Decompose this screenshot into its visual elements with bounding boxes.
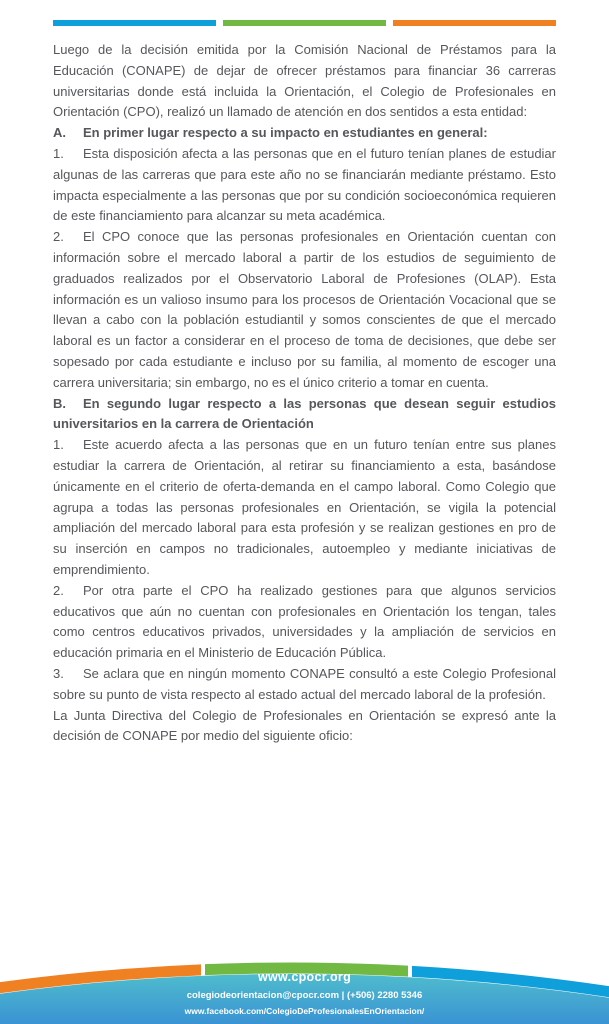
section-b-heading — [53, 394, 556, 436]
section-b-heading-text: En segundo lugar respecto a las personas que desean seguir estudios universitarios en la carrera de Orientación — [53, 395, 556, 432]
list-item-b1 — [53, 435, 556, 581]
document-body — [53, 40, 556, 747]
footer-facebook-url: www.facebook.com/ColegioDeProfesionalesEnOrientacion/ — [184, 1006, 425, 1016]
intro-paragraph: Luego de la decisión emitida por la Comisión Nacional de Préstamos para la Educación (CONAPE) de dejar de ofrecer préstamos para financiar 36 carreras universitarias donde está incluida la Orientación, el Colegio de Profesionales en Orientación (CPO), realizó un llamado de atención en dos sentidos a esta entidad: — [53, 42, 556, 120]
footer-contact-block — [0, 970, 609, 1016]
header-bar-blue-segment — [53, 20, 216, 26]
section-a-heading — [53, 123, 556, 144]
closing-paragraph: La Junta Directiva del Colegio de Profesionales en Orientación se expresó ante la decisión de CONAPE por medio del siguiente oficio: — [53, 707, 556, 744]
list-item-b2 — [53, 581, 556, 664]
list-item-b3-number: 3. — [53, 665, 64, 681]
list-item-b2-number: 2. — [53, 582, 64, 598]
list-item-b2-text: Por otra parte el CPO ha realizado gestiones para que algunos servicios educativos que aún no cuentan con profesionales en Orientación los tengan, tales como centros educativos privados, universidades y la ampliación de servicios en educación primaria en el Ministerio de Educación Pública. — [53, 582, 556, 661]
header-bar-orange-segment — [393, 20, 556, 26]
section-a-label: A. — [53, 125, 66, 141]
list-item-a2 — [53, 227, 556, 393]
header-accent-bar — [53, 20, 556, 26]
list-item-b1-number: 1. — [53, 437, 64, 453]
list-item-b3-text: Se aclara que en ningún momento CONAPE consultó a este Colegio Profesional sobre su punto de vista respecto al estado actual del mercado laboral de la profesión. — [53, 665, 556, 702]
footer-email-phone: colegiodeorientacion@cpocr.com | (+506) 2280 5346 — [186, 990, 423, 1001]
list-item-a2-number: 2. — [53, 229, 64, 245]
section-a-heading-text: En primer lugar respecto a su impacto en estudiantes en general: — [83, 125, 488, 141]
list-item-a1-number: 1. — [53, 145, 64, 161]
list-item-b3 — [53, 664, 556, 706]
section-b-label: B. — [53, 395, 66, 411]
list-item-a2-text: El CPO conoce que las personas profesionales en Orientación cuentan con información sobre el mercado laboral a partir de los estudios de seguimiento de graduados realizados por el Observatorio Laboral de Profesiones (OLAP). Esta información es un valioso insumo para los procesos de Orientación Vocacional que se llevan a cabo con la población estudiantil y somos conscientes de que el mercado laboral es un factor a considerar en el proceso de toma de decisiones, que debe ser sopesado por cada estudiante e incluso por su familia, al momento de escoger una carrera universitaria; sin embargo, no es el único criterio a tomar en cuenta. — [53, 229, 556, 390]
header-bar-green-segment — [223, 20, 386, 26]
list-item-a1-text: Esta disposición afecta a las personas que en el futuro tenían planes de estudiar algunas de las carreras que para este año no se financiarán mediante préstamo. Esto impacta especialmente a las personas que por su condición socioeconómica requieren de este financiamiento para alcanzar su meta académica. — [53, 145, 556, 224]
footer-website: www.cpocr.org — [257, 970, 352, 984]
list-item-a1 — [53, 144, 556, 227]
list-item-b1-text: Este acuerdo afecta a las personas que en un futuro tenían entre sus planes estudiar la carrera de Orientación, al retirar su financiamiento a esta, basándose únicamente en el criterio de oferta-demanda en el campo laboral. Como Colegio que agrupa a todas las personas profesionales en Orientación, se vigila la potencial ampliación del mercado laboral para esta profesión y se realizan gestiones en pro de su inserción en campos no tradicionales, autoempleo y mediante iniciativas de emprendimiento. — [53, 437, 556, 577]
